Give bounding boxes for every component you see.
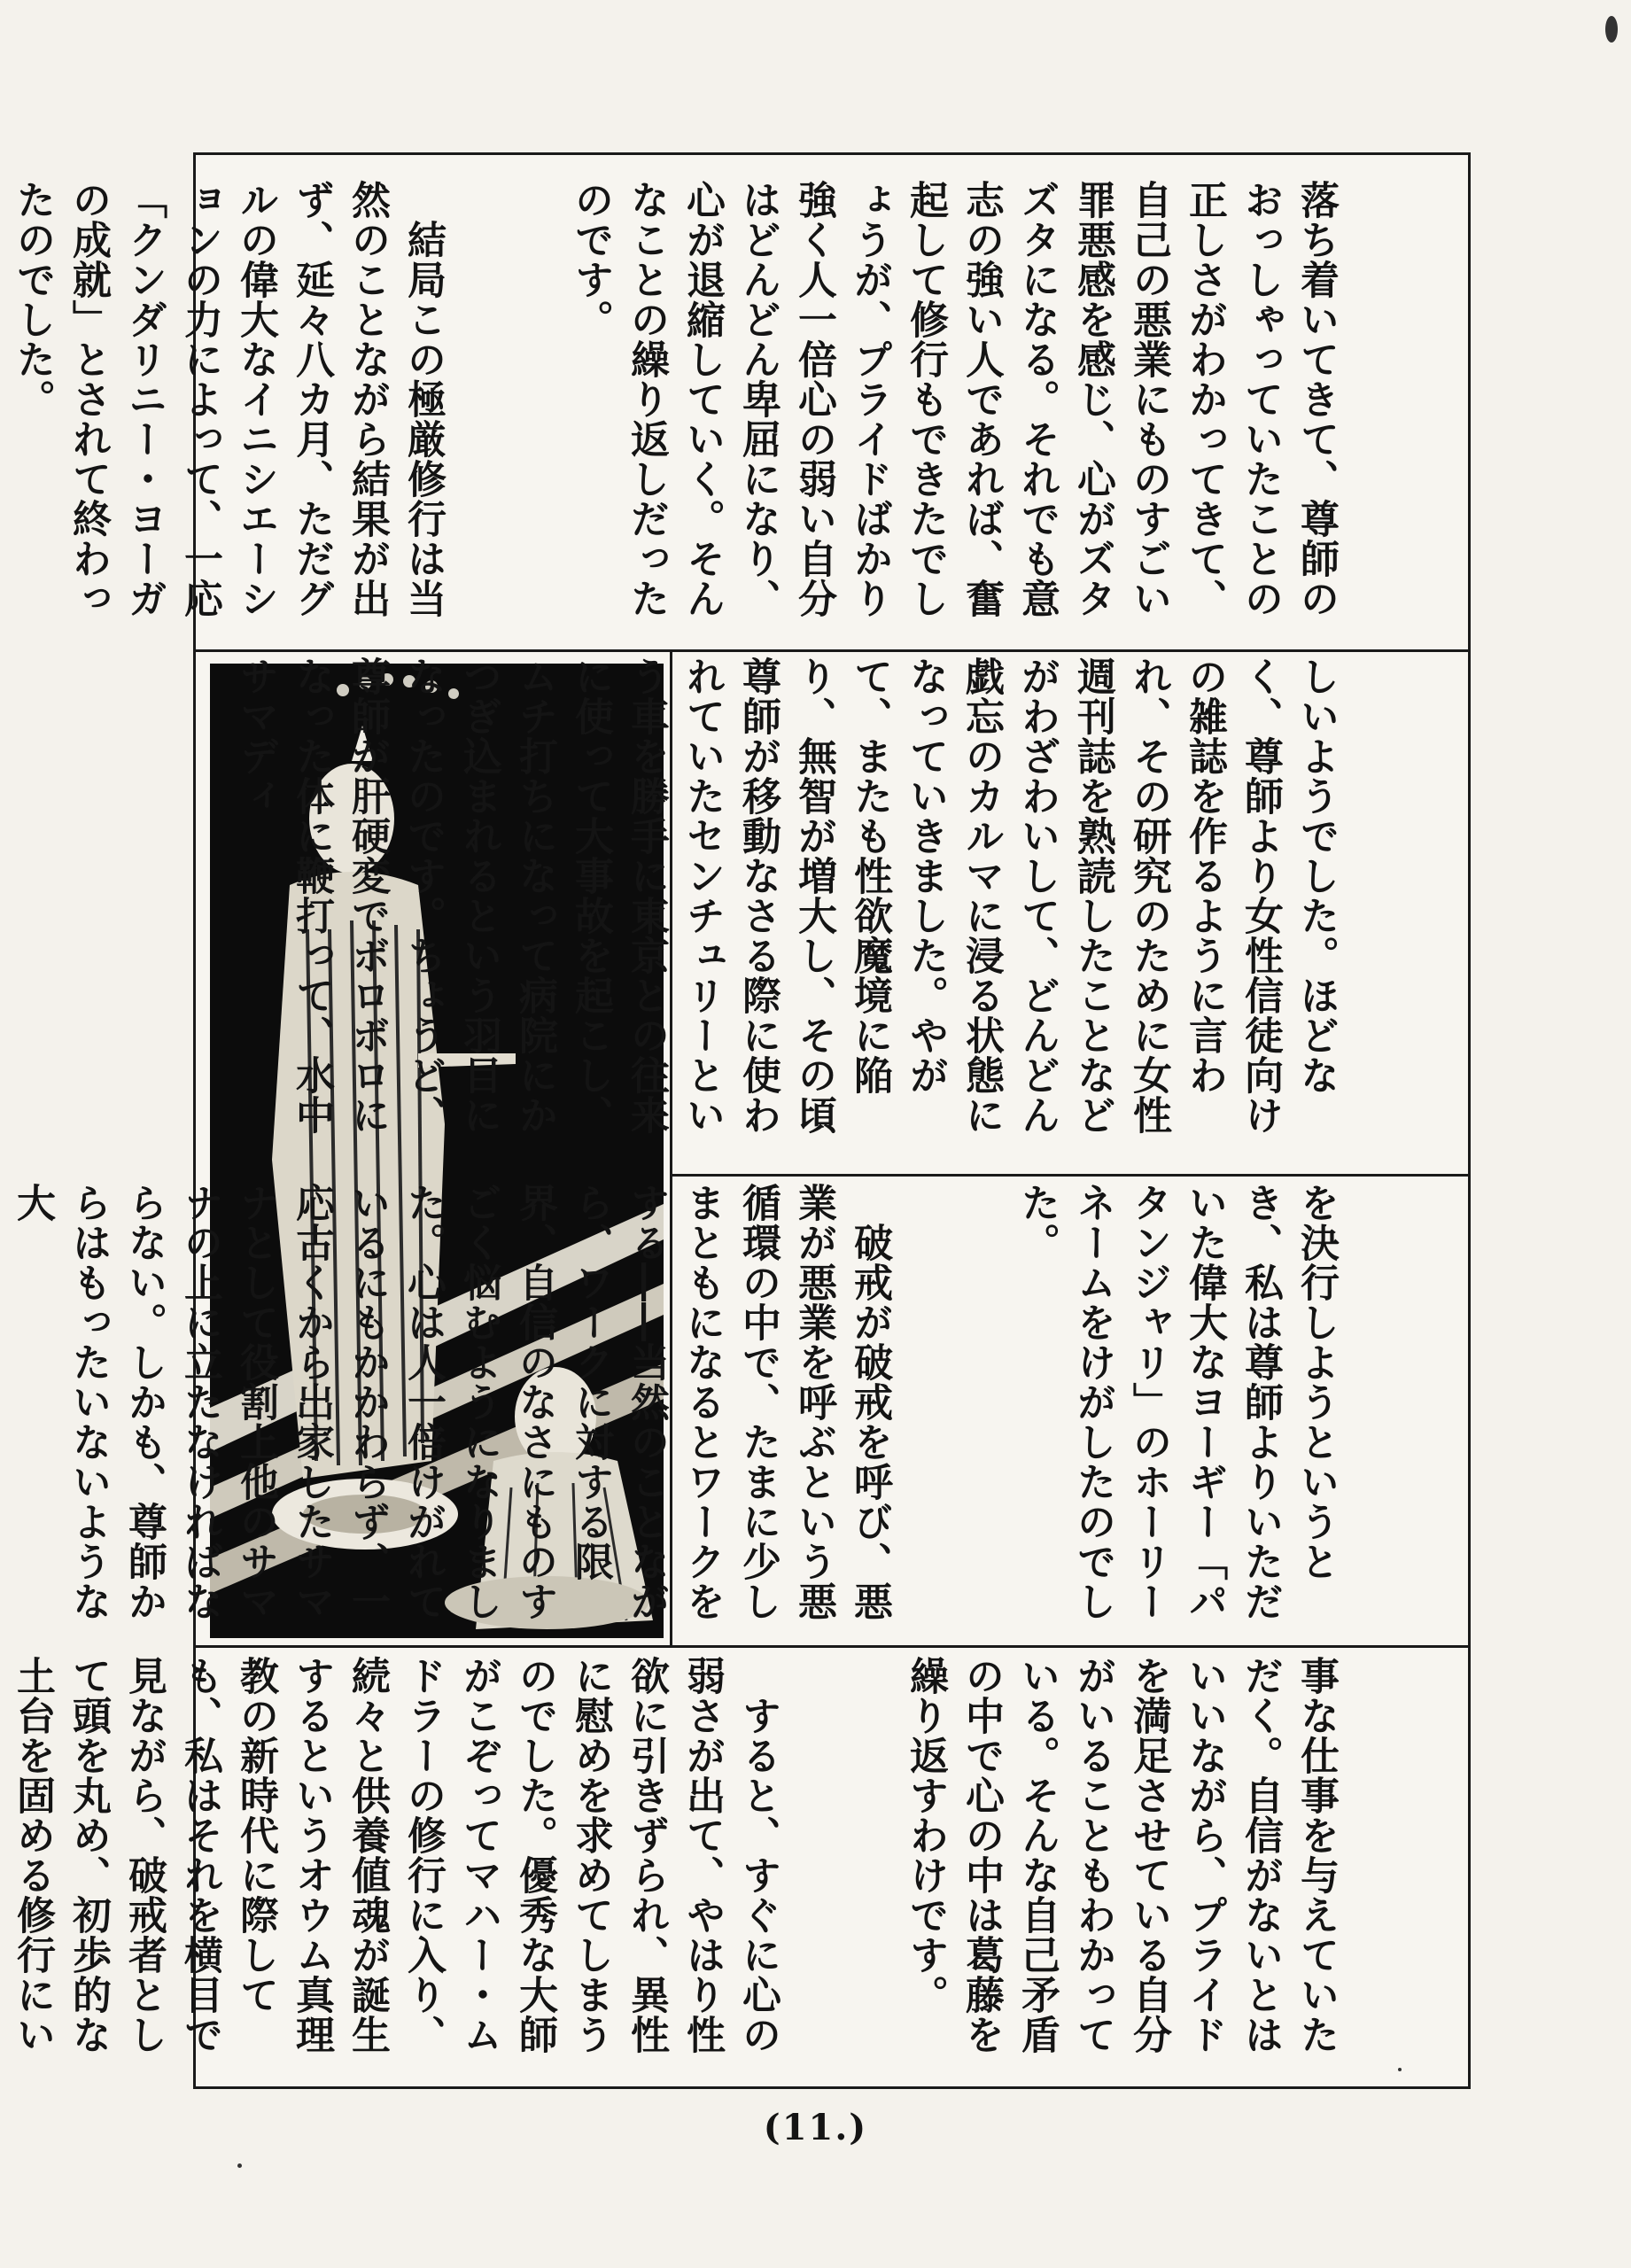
page-number: (11.) [763, 2107, 868, 2148]
paragraph: 事な仕事を与えていただく。自信がないとはいいながら、プライドを満足させている自分がいることもわかっている。そんな自己矛盾の中で心の中は葛藤を繰り返すわけです。 [903, 1656, 1339, 2054]
scan-speck [237, 2163, 242, 2168]
page-frame [10, 152, 1471, 2089]
paragraph: 破戒が破戒を呼び、悪業が悪業を呼ぶという悪循環の中で、たまに少しまともになるとワークをする――当然のことながら、ワークに対する限界、自信のなさにものすごく悩むようになりました。心は人一倍けがれているにもかかわらず、一応古くから出家したサマナとして役割上他のサマナの上に立たなければならない。しかも、尊師からはもったいないような大 [10, 1183, 892, 1621]
paragraph: 結局この極厳修行は当然のことながら結果が出ず、延々八カ月、ただグルの偉大なイニシエーションの力によって、一応「クンダリニー・ヨーガの成就」とされて終わったのでした。 [10, 180, 446, 618]
scan-speck [1605, 16, 1618, 43]
paragraph: しいようでした。ほどなく、尊師より女性信徒向けの雑誌を作るように言われ、その研究のために女性週刊誌を熟読したことなどがわざわいして、どんどん戯忘のカルマに浸る状態になっていきました。やがて、またも性欲魔境に陥り、無智が増大し、その頃尊師が移動なさる際に使われていたセンチュリーという車を勝手に東京との往来に使って大事故を起こし、ムチ打ちになって病院にかつぎ込まれるという羽目になったのです。ちょうど、尊師が肝硬変でボロボロになった体に鞭打って、水中サマディ [233, 656, 1339, 1135]
text-block-bottom [10, 1656, 1456, 2081]
text-block-middle-upper [233, 656, 1456, 1167]
divider-bottom [196, 1645, 1468, 1648]
paragraph: 落ち着いてきて、尊師のおっしゃっていたことの正しさがわかってきて、自己の悪業にものすごい罪悪感を感じ、心がズタズタになる。それでも意志の強い人であれば、奮起して修行もできたでしょうが、プライドばかり強く人一倍心の弱い自分はどんどん卑屈になり、心が退縮していく。そんなことの繰り返しだったのです。 [568, 180, 1339, 618]
text-block-middle-lower [10, 1183, 1456, 1638]
paragraph: を決行しようというとき、私は尊師よりいただいた偉大なヨーギー「パタンジャリ」のホーリーネームをけがしたのでした。 [1014, 1183, 1339, 1621]
paragraph: すると、すぐに心の弱さが出て、やはり性欲に引きずられ、異性に慰めを求めてしまうのでした。優秀な大師がこぞってマハー・ムドラーの修行に入り、続々と供養値魂が誕生するというオウム真理教の新時代に際しても、私はそれを横目で見ながら、破戒者として頭を丸め、初歩的な土台を固める修行にい [10, 1656, 781, 2054]
divider-mid [670, 1174, 1468, 1177]
scan-speck [1398, 2068, 1402, 2071]
divider-top [196, 649, 1468, 652]
text-block-top [10, 180, 1456, 641]
